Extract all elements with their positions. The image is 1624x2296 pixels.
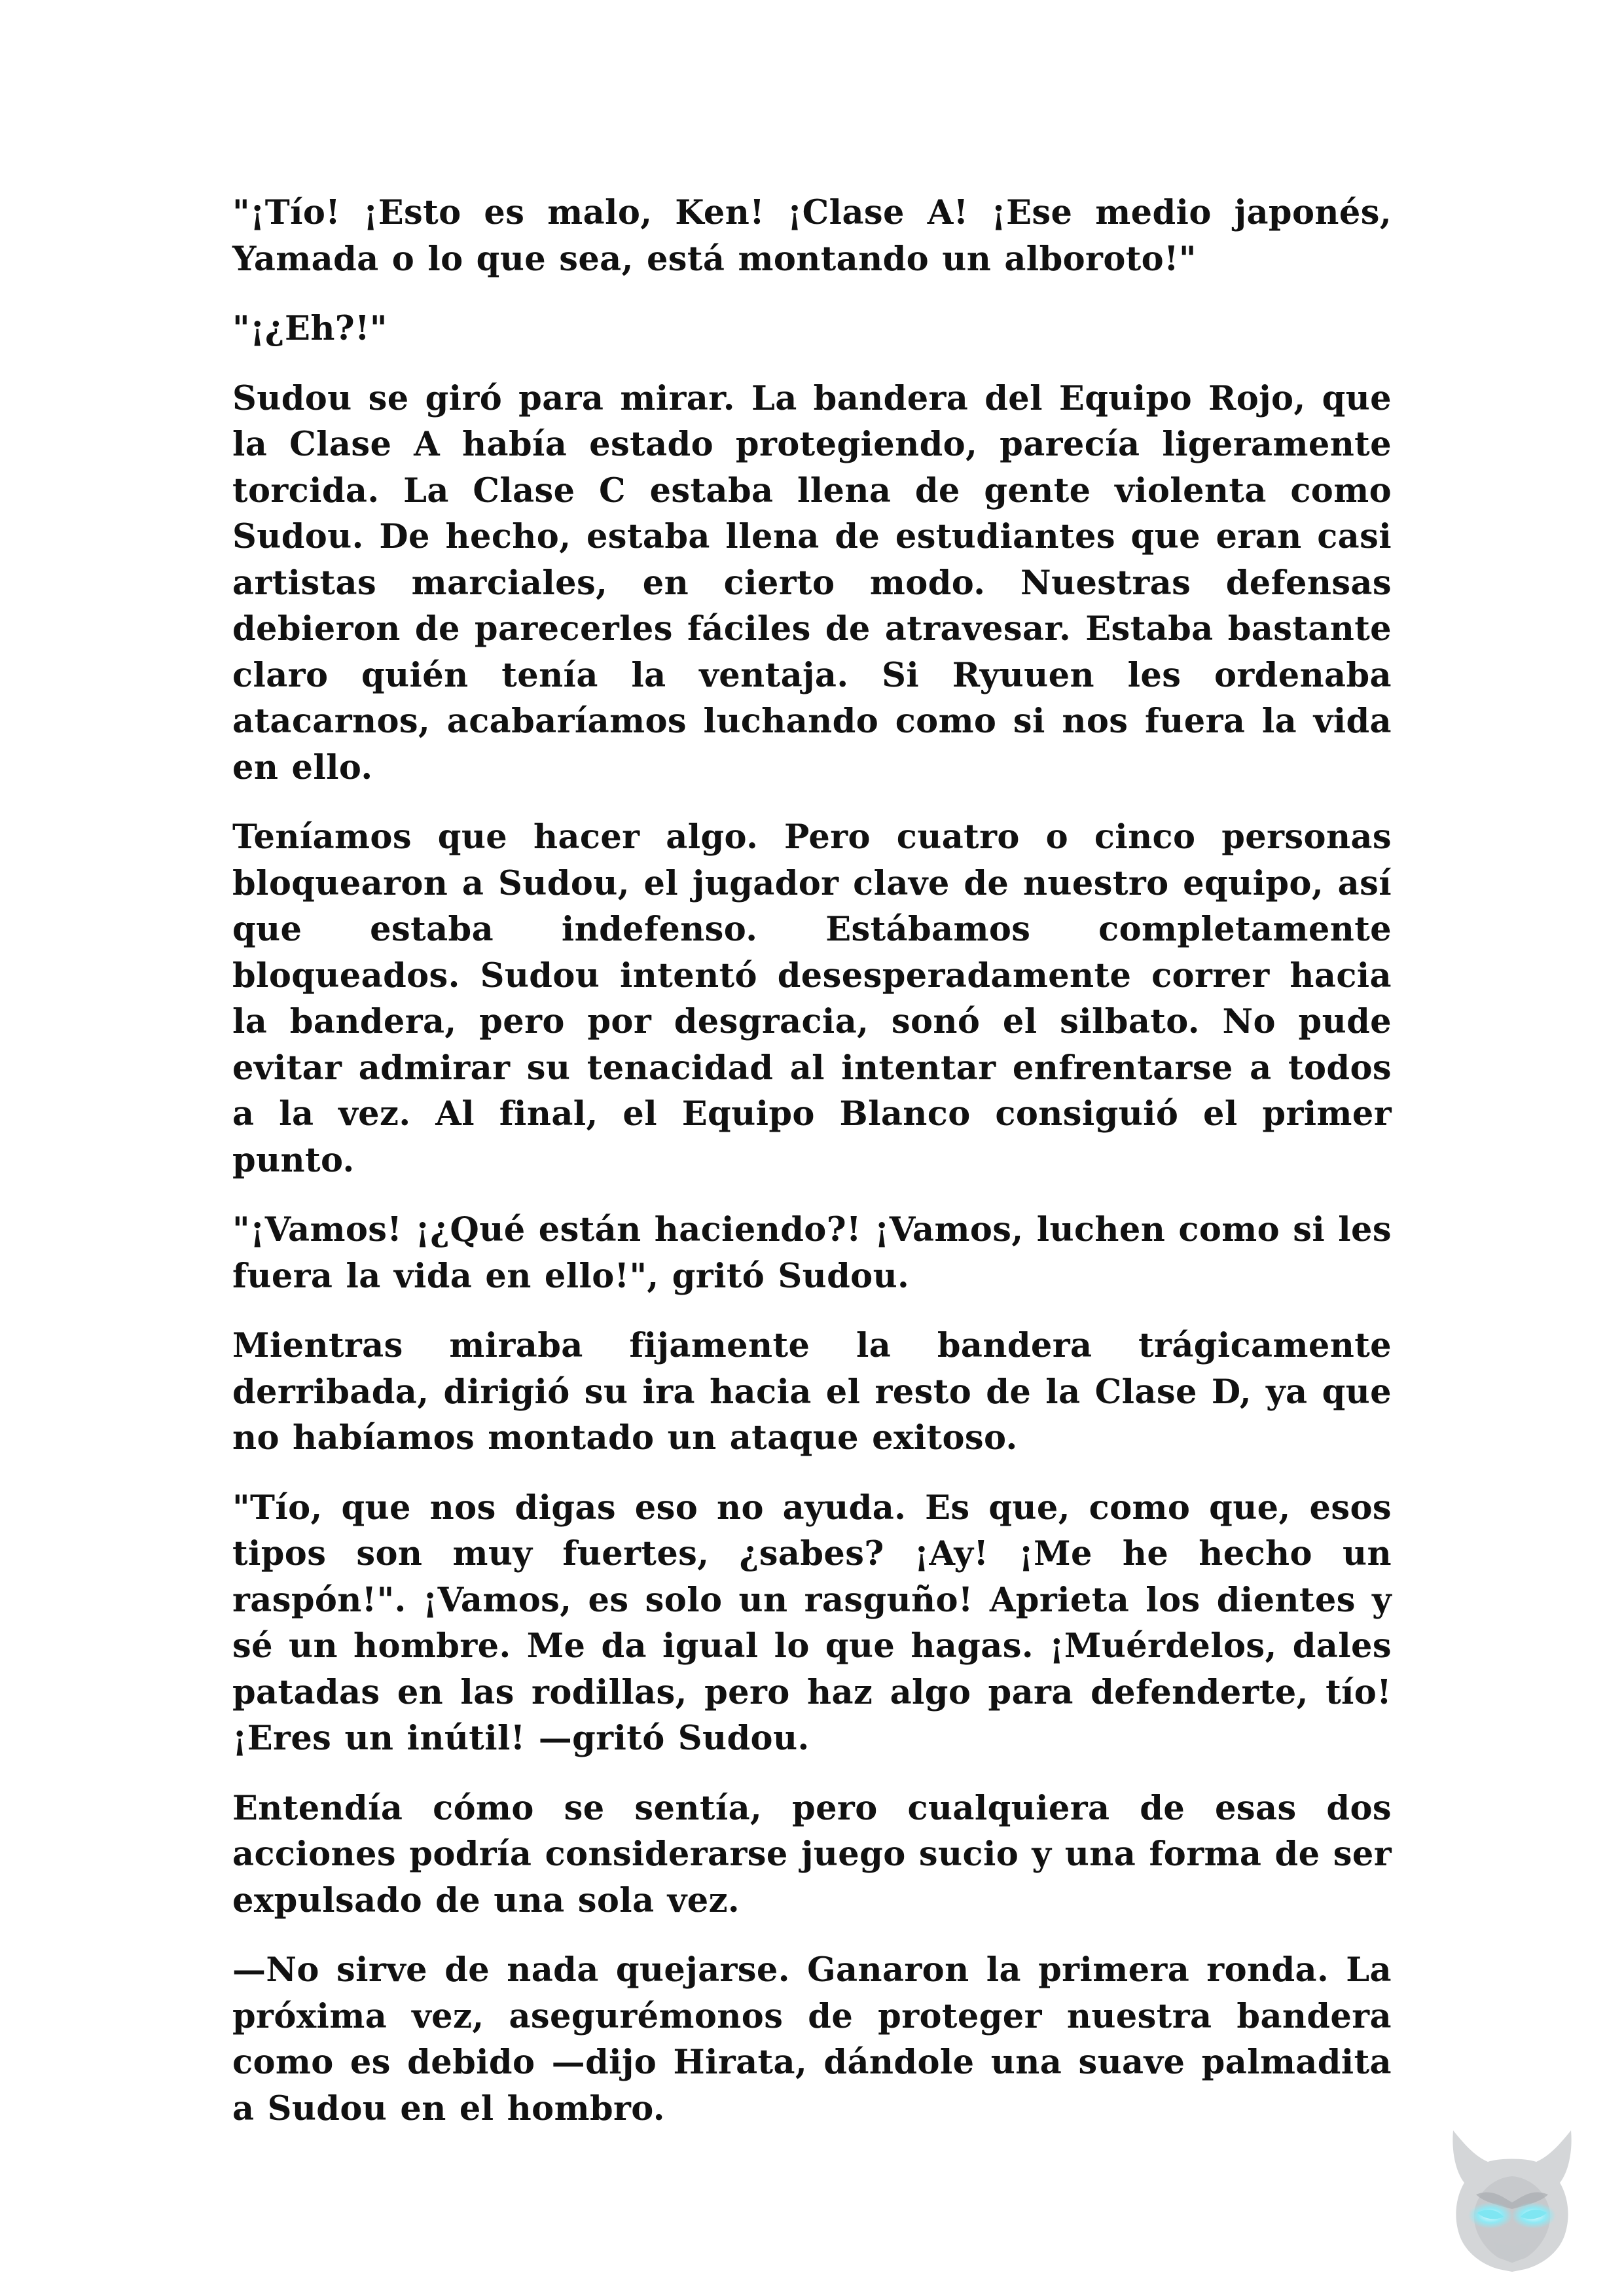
paragraph-4: Teníamos que hacer algo. Pero cuatro o cinco personas bloquearon a Sudou, el jugador clave de nuestro equipo, así que estaba indefenso. Estábamos completamente bloqueados. Sudou intentó desesperadamente correr hacia la bandera, pero por desgracia, sonó el silbato. No pude evitar admirar su tenacidad al intentar enfrentarse a todos a la vez. Al final, el Equipo Blanco consiguió el primer punto. (232, 817, 1392, 1180)
paragraph-1: "¡Tío! ¡Esto es malo, Ken! ¡Clase A! ¡Ese medio japonés, Yamada o lo que sea, está montando un alboroto!" (232, 193, 1392, 279)
document-body (232, 190, 1392, 2155)
paragraph-5: "¡Vamos! ¡¿Qué están haciendo?! ¡Vamos, luchen como si les fuera la vida en ello!", gritó Sudou. (232, 1210, 1392, 1296)
paragraph-9: —No sirve de nada quejarse. Ganaron la primera ronda. La próxima vez, asegurémonos de proteger nuestra bandera como es debido —dijo Hirata, dándole una suave palmadita a Sudou en el hombro. (232, 1950, 1392, 2128)
paragraph-2: "¡¿Eh?!" (232, 309, 388, 348)
paragraph-7: "Tío, que nos digas eso no ayuda. Es que, como que, esos tipos son muy fuertes, ¿sabes? ¡Ay! ¡Me he hecho un raspón!". ¡Vamos, es solo un rasguño! Aprieta los dientes y sé un hombre. Me da igual lo que hagas. ¡Muérdelos, dales patadas en las rodillas, pero haz algo para defenderte, tío! ¡Eres un inútil! —gritó Sudou. (232, 1488, 1392, 1758)
paragraph-8: Entendía cómo se sentía, pero cualquiera de esas dos acciones podría considerarse juego sucio y una forma de ser expulsado de una sola vez. (232, 1788, 1392, 1920)
paragraph-6: Mientras miraba fijamente la bandera trágicamente derribada, dirigió su ira hacia el resto de la Clase D, ya que no habíamos montado un ataque exitoso. (232, 1326, 1392, 1458)
horned-demon-head-icon (1437, 2117, 1587, 2274)
watermark-logo (1437, 2117, 1587, 2274)
paragraph-3: Sudou se giró para mirar. La bandera del Equipo Rojo, que la Clase A había estado protegiendo, parecía ligeramente torcida. La Clase C estaba llena de gente violenta como Sudou. De hecho, estaba llena de estudiantes que eran casi artistas marciales, en cierto modo. Nuestras defensas debieron de parecerles fáciles de atravesar. Estaba bastante claro quién tenía la ventaja. Si Ryuuen les ordenaba atacarnos, acabaríamos luchando como si nos fuera la vida en ello. (232, 378, 1392, 787)
